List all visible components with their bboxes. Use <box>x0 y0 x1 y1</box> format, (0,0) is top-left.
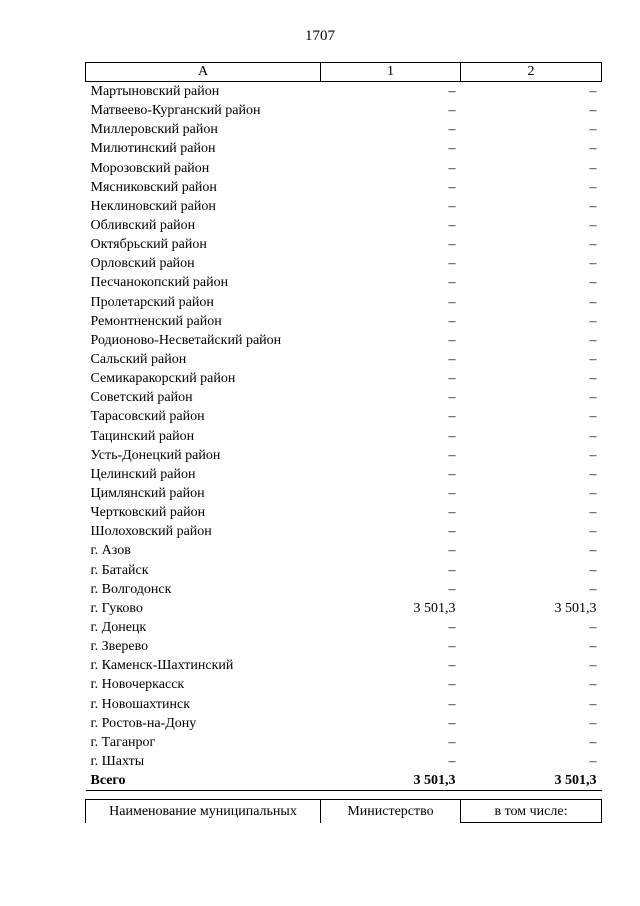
table-row <box>86 484 602 503</box>
row-name: Милютинский район <box>90 141 216 157</box>
row-name: г. Новошахтинск <box>90 696 191 712</box>
row-value-1: – <box>448 581 456 597</box>
row-value-1: – <box>448 275 456 291</box>
header-ministry: Министерство <box>321 800 461 823</box>
column-header-1: 1 <box>321 63 461 82</box>
table-row <box>86 427 602 446</box>
row-value-2: – <box>589 428 597 444</box>
row-value-2: – <box>589 390 597 406</box>
row-value-1: – <box>448 753 456 769</box>
table-row <box>86 714 602 733</box>
row-value-1: – <box>448 639 456 655</box>
row-value-2: – <box>589 466 597 482</box>
row-name: Песчанокопский район <box>90 275 229 291</box>
table-row <box>86 752 602 771</box>
table-row <box>86 254 602 273</box>
row-value-1: 3 501,3 <box>413 600 456 616</box>
row-name: Морозовский район <box>90 160 210 176</box>
row-value-2: – <box>589 447 597 463</box>
row-name: Миллеровский район <box>90 122 218 138</box>
row-name: г. Каменск-Шахтинский <box>90 658 234 674</box>
row-value-2: – <box>589 409 597 425</box>
table-row <box>86 561 602 580</box>
table-row <box>86 503 602 522</box>
table-row <box>86 618 602 637</box>
column-header-2: 2 <box>461 63 602 82</box>
row-value-2: – <box>589 658 597 674</box>
row-value-1: – <box>448 352 456 368</box>
table-body <box>86 82 602 791</box>
row-name: Тарасовский район <box>90 409 205 425</box>
row-name: Ремонтненский район <box>90 313 222 329</box>
row-value-2: – <box>589 84 597 100</box>
row-value-2: – <box>589 696 597 712</box>
row-value-1: – <box>448 409 456 425</box>
row-name: г. Новочеркасск <box>90 677 185 693</box>
row-name: Советский район <box>90 390 193 406</box>
row-name: Мясниковский район <box>90 179 217 195</box>
table-row <box>86 637 602 656</box>
row-value-1: – <box>448 84 456 100</box>
table-row <box>86 139 602 158</box>
table-row <box>86 101 602 120</box>
row-name: Целинский район <box>90 466 196 482</box>
row-name: Обливский район <box>90 218 196 234</box>
row-name: г. Донецк <box>90 620 147 635</box>
row-value-2: – <box>589 141 597 157</box>
table-row <box>86 599 602 618</box>
total-label: Всего <box>86 771 321 791</box>
row-value-1: – <box>448 466 456 482</box>
row-value-1: – <box>448 696 456 712</box>
table-row <box>86 656 602 675</box>
table-row <box>86 580 602 599</box>
row-value-2: – <box>589 256 597 272</box>
table-row <box>86 120 602 139</box>
total-value-1: 3 501,3 <box>321 771 461 791</box>
row-name: г. Таганрог <box>90 734 156 750</box>
data-table <box>85 62 602 791</box>
row-value-1: – <box>448 620 456 635</box>
table-row <box>86 465 602 484</box>
row-value-2: – <box>589 237 597 253</box>
row-value-1: – <box>448 371 456 387</box>
row-name: Чертковский район <box>90 505 206 521</box>
row-name: г. Батайск <box>90 562 149 578</box>
table-row <box>86 159 602 178</box>
row-value-1: – <box>448 715 456 731</box>
table-row <box>86 733 602 752</box>
table-row <box>86 312 602 331</box>
row-name: Неклиновский район <box>90 198 216 214</box>
row-value-1: – <box>448 428 456 444</box>
table-row <box>86 388 602 407</box>
row-value-1: – <box>448 294 456 310</box>
table-row <box>86 446 602 465</box>
row-value-2: – <box>589 198 597 214</box>
row-value-1: – <box>448 524 456 540</box>
table-row <box>86 369 602 388</box>
row-name: Родионово-Несветайский район <box>90 332 282 348</box>
row-name: Орловский район <box>90 256 195 272</box>
row-value-2: – <box>589 160 597 176</box>
table-row <box>86 541 602 560</box>
table-row <box>86 350 602 369</box>
row-value-2: – <box>589 639 597 655</box>
row-value-1: – <box>448 160 456 176</box>
table-row <box>86 675 602 694</box>
row-name: г. Зверево <box>90 639 149 655</box>
row-value-2: – <box>589 313 597 329</box>
table-row <box>86 273 602 292</box>
total-value-2: 3 501,3 <box>461 771 602 791</box>
row-name: Сальский район <box>90 352 187 368</box>
table-row <box>86 407 602 426</box>
row-value-1: – <box>448 658 456 674</box>
row-value-2: – <box>589 620 597 635</box>
row-name: Мартыновский район <box>90 84 220 100</box>
row-name: Пролетарский район <box>90 294 214 310</box>
header-row <box>86 63 602 82</box>
row-value-2: – <box>589 562 597 578</box>
row-name: Усть-Донецкий район <box>90 447 221 463</box>
row-value-1: – <box>448 734 456 750</box>
row-name: г. Ростов-на-Дону <box>90 715 197 731</box>
row-value-1: – <box>448 543 456 559</box>
row-name: г. Гуково <box>90 600 143 616</box>
row-value-2: – <box>589 218 597 234</box>
row-value-1: – <box>448 237 456 253</box>
row-value-2: 3 501,3 <box>554 600 597 616</box>
row-value-1: – <box>448 505 456 521</box>
row-name: Семикаракорский район <box>90 371 236 387</box>
row-name: г. Азов <box>90 543 131 559</box>
row-value-1: – <box>448 677 456 693</box>
total-row <box>86 771 602 791</box>
row-value-1: – <box>448 486 456 502</box>
row-name: Шолоховский район <box>90 524 212 540</box>
row-value-1: – <box>448 141 456 157</box>
row-value-2: – <box>589 332 597 348</box>
row-value-1: – <box>448 390 456 406</box>
row-value-1: – <box>448 447 456 463</box>
header-including: в том числе: <box>461 800 602 823</box>
row-value-2: – <box>589 122 597 138</box>
table-row <box>86 522 602 541</box>
row-value-1: – <box>448 179 456 195</box>
row-value-1: – <box>448 122 456 138</box>
row-name: Цимлянский район <box>90 486 205 502</box>
table-row <box>86 235 602 254</box>
row-value-2: – <box>589 715 597 731</box>
page-number: 1707 <box>305 28 335 44</box>
row-value-2: – <box>589 294 597 310</box>
row-value-1: – <box>448 198 456 214</box>
row-value-1: – <box>448 103 456 119</box>
row-value-2: – <box>589 103 597 119</box>
row-value-2: – <box>589 677 597 693</box>
table-row <box>86 178 602 197</box>
table-row <box>86 197 602 216</box>
row-value-2: – <box>589 486 597 502</box>
row-value-2: – <box>589 543 597 559</box>
row-value-2: – <box>589 275 597 291</box>
row-value-2: – <box>589 524 597 540</box>
table-row <box>86 293 602 312</box>
table-row <box>86 331 602 350</box>
table-row <box>86 82 602 102</box>
row-name: Тацинский район <box>90 428 195 444</box>
row-value-1: – <box>448 218 456 234</box>
column-header-a: А <box>86 63 321 82</box>
row-name: Октябрьский район <box>90 237 207 253</box>
header-municipal-name: Наименование муниципальных <box>86 800 321 823</box>
row-name: Матвеево-Курганский район <box>90 103 261 119</box>
row-value-2: – <box>589 505 597 521</box>
row-value-2: – <box>589 352 597 368</box>
row-value-2: – <box>589 581 597 597</box>
row-value-2: – <box>589 179 597 195</box>
row-value-2: – <box>589 753 597 769</box>
row-name: г. Шахты <box>90 753 145 769</box>
row-value-1: – <box>448 562 456 578</box>
row-value-1: – <box>448 256 456 272</box>
continued-table-header <box>85 799 602 823</box>
table-row <box>86 695 602 714</box>
row-name: г. Волгодонск <box>90 581 172 597</box>
table-row <box>86 216 602 235</box>
row-value-1: – <box>448 332 456 348</box>
row-value-2: – <box>589 371 597 387</box>
row-value-1: – <box>448 313 456 329</box>
row-value-2: – <box>589 734 597 750</box>
